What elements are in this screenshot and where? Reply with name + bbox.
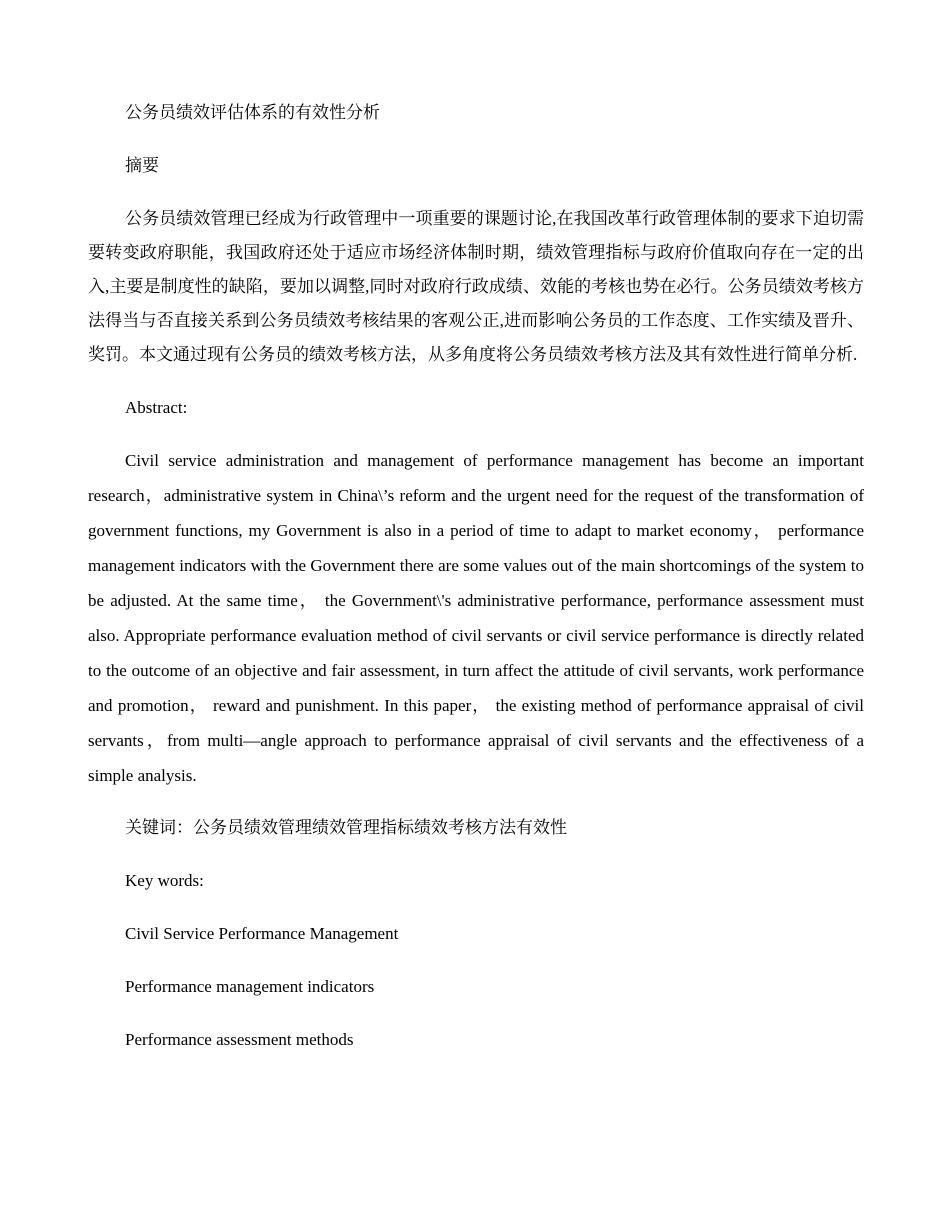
abstract-cn-heading: 摘要 [125,156,159,175]
abstract-cn-body: 公务员绩效管理已经成为行政管理中一项重要的课题讨论,在我国改革行政管理体制的要求下迫切需要转变政府职能，我国政府还处于适应市场经济体制时期，绩效管理指标与政府价值取向存在一定的出入,主要是制度性的缺陷，要加以调整,同时对政府行政成绩、效能的考核也势在必行。公务员绩效考核方法得当与否直接关系到公务员绩效考核结果的客观公正,进而影响公务员的工作态度、工作实绩及晋升、奖罚。本文通过现有公务员的绩效考核方法，从多角度将公务员绩效考核方法及其有效性进行简单分析. [88,209,864,364]
keyword-item: Performance assessment methods [125,1030,354,1049]
document-title: 公务员绩效评估体系的有效性分析 [125,103,380,122]
keywords-cn: 关键词：公务员绩效管理绩效管理指标绩效考核方法有效性 [125,818,567,837]
document-page [88,96,864,1057]
keywords-en-heading: Key words: [125,871,204,890]
abstract-en-heading: Abstract: [125,398,188,417]
keyword-item: Performance management indicators [125,977,375,996]
keyword-item: Civil Service Performance Management [125,924,399,943]
abstract-en-body: Civil service administration and management of performance management has become an important research，administrative system in China\’s reform and the urgent need for the request of the transformation of government functions, my Government is also in a period of time to adapt to market economy， performance management indicators with the Government there are some values out of the main shortcomings of the system to be adjusted. At the same time， the Government\'s administrative performance, performance assessment must also. Appropriate performance evaluation method of civil servants or civil service performance is directly related to the outcome of an objective and fair assessment, in turn affect the attitude of civil servants, work performance and promotion， reward and punishment. In this paper， the existing method of performance appraisal of civil servants，from multi—angle approach to performance appraisal of civil servants and the effectiveness of a simple analysis. [88,451,864,785]
